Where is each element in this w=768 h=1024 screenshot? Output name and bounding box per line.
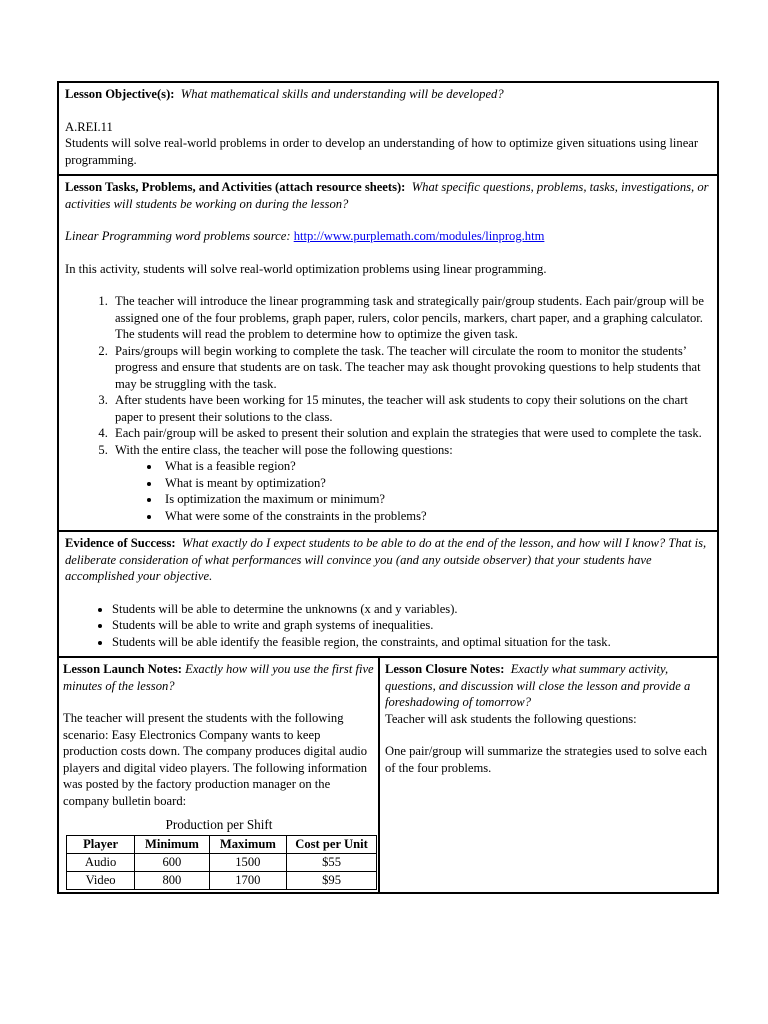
- list-item: • What is a feasible region?: [161, 458, 711, 475]
- list-item: • Students will be able to write and graph systems of inequalities.: [112, 617, 711, 634]
- evidence-list: [65, 601, 711, 651]
- table-row: [67, 853, 377, 871]
- objective-text: Students will solve real-world problems in order to develop an understanding of how to optimize given situations using linear programming.: [65, 136, 699, 167]
- table-cell: $55: [287, 853, 377, 871]
- list-item: • What is meant by optimization?: [161, 475, 711, 492]
- lesson-plan-table: [57, 81, 719, 894]
- closure-heading: Lesson Closure Notes:: [385, 662, 505, 676]
- table-cell: 1700: [209, 871, 287, 889]
- launch-text: The teacher will present the students with the following scenario: Easy Electronics Company wants to keep production costs down. The company produces digital audio players and digital video players. The following information was posted by the factory production manager on the company bulletin board:: [63, 711, 368, 808]
- column-header: Maximum: [209, 835, 287, 853]
- list-item: 2. Pairs/groups will begin working to complete the task. The teacher will circulate the room to monitor the students’ progress and ensure that students are on task. The teacher may ask thought provoking questions to help students that may be struggling with the task.: [111, 343, 711, 393]
- column-header: Cost per Unit: [287, 835, 377, 853]
- objective-heading: Lesson Objective(s):: [65, 87, 175, 101]
- table-cell: 800: [135, 871, 209, 889]
- list-item: 4. Each pair/group will be asked to present their solution and explain the strategies that were used to complete the task.: [111, 425, 711, 442]
- tasks-steps-list: [65, 293, 711, 524]
- tasks-source-label: Linear Programming word problems source:: [65, 229, 291, 243]
- list-item: 5. With the entire class, the teacher will pose the following questions: • What is a feasible region? • What is meant by optimization? • Is optimization the maximum or minimum? • What were some of the constraints in the problems?: [111, 442, 711, 525]
- list-item: • Students will be able to determine the unknowns (x and y variables).: [112, 601, 711, 618]
- questions-list: [115, 458, 711, 524]
- closure-notes: [380, 658, 717, 892]
- tasks-intro: In this activity, students will solve real-world optimization problems using linear programming.: [65, 261, 547, 276]
- table-cell: 600: [135, 853, 209, 871]
- production-table-title: Production per Shift: [165, 817, 273, 832]
- closure-text-questions: Teacher will ask students the following questions:: [385, 711, 637, 726]
- tasks-heading: Lesson Tasks, Problems, and Activities (attach resource sheets):: [65, 180, 406, 194]
- launch-notes: [59, 658, 380, 892]
- list-item: 3. After students have been working for 15 minutes, the teacher will ask students to copy their solutions on the chart paper to present their solutions to the class.: [111, 392, 711, 425]
- launch-heading: Lesson Launch Notes:: [63, 662, 182, 676]
- objective-standard: A.REI.11: [65, 119, 113, 134]
- evidence-section: [59, 532, 717, 658]
- tasks-prompt: What specific questions, problems, tasks, investigations, or activities will students be working on during the lesson?: [65, 180, 709, 211]
- objective-prompt: What mathematical skills and understanding will be developed?: [180, 87, 504, 101]
- launch-prompt: Exactly how will you use the first five minutes of the lesson?: [63, 662, 374, 693]
- column-header: Minimum: [135, 835, 209, 853]
- tasks-section: [59, 176, 717, 532]
- table-cell: Video: [67, 871, 135, 889]
- production-table: [66, 835, 377, 890]
- closure-prompt: Exactly what summary activity, questions, and discussion will close the lesson and provide a foreshadowing of tomorrow?: [385, 662, 691, 709]
- table-row: [67, 871, 377, 889]
- notes-section: [59, 658, 717, 892]
- list-item: • Students will be able identify the feasible region, the constraints, and optimal situation for the task.: [112, 634, 711, 651]
- table-header-row: [67, 835, 377, 853]
- table-cell: Audio: [67, 853, 135, 871]
- evidence-heading: Evidence of Success:: [65, 536, 176, 550]
- table-cell: $95: [287, 871, 377, 889]
- list-item: • What were some of the constraints in the problems?: [161, 508, 711, 525]
- column-header: Player: [67, 835, 135, 853]
- objective-section: [59, 83, 717, 176]
- table-cell: 1500: [209, 853, 287, 871]
- closure-text-summary: One pair/group will summarize the strategies used to solve each of the four problems.: [385, 744, 708, 775]
- evidence-prompt: What exactly do I expect students to be able to do at the end of the lesson, and how will I know? That is, deliberate consideration of what performances will convince you (and any outside observer) that your students have accomplished your objective.: [65, 536, 707, 583]
- list-item: • Is optimization the maximum or minimum?: [161, 491, 711, 508]
- list-item: 1. The teacher will introduce the linear programming task and strategically pair/group students. Each pair/group will be assigned one of the four problems, graph paper, rulers, color pencils, markers, chart paper, and a graphing calculator. The students will read the problem to determine how to optimize the given task.: [111, 293, 711, 343]
- tasks-source-link[interactable]: http://www.purplemath.com/modules/linprog.htm: [293, 229, 545, 243]
